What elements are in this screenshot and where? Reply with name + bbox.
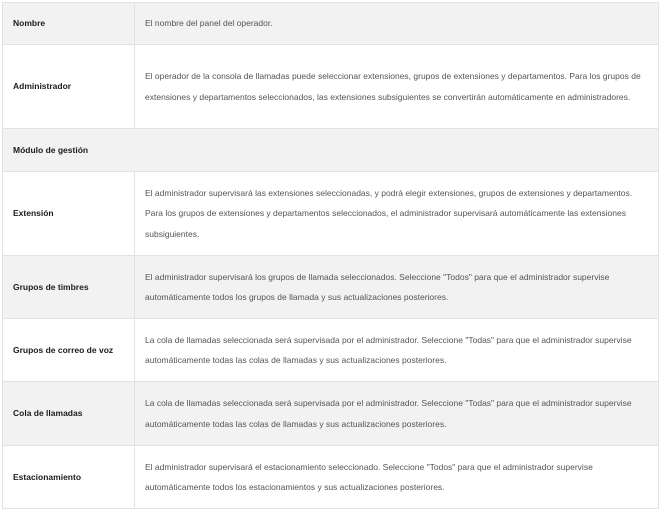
- field-label: Estacionamiento: [3, 446, 135, 509]
- field-description: El administrador supervisará las extensiones seleccionadas, y podrá elegir extensiones, grupos de extensiones y departamentos. Para los grupos de extensiones y departamentos seleccionados, el administrador supervisará automáticamente las extensiones subsiguientes.: [135, 172, 659, 256]
- table-row-nombre: [3, 3, 659, 45]
- field-description: El administrador supervisará el estacionamiento seleccionado. Seleccione "Todos" para que el administrador supervise automáticamente todos los estacionamientos y sus actualizaciones posteriores.: [135, 446, 659, 509]
- settings-table-container: [2, 2, 659, 509]
- field-description: El operador de la consola de llamadas puede seleccionar extensiones, grupos de extensiones y departamentos. Para los grupos de extensiones y departamentos seleccionados, las extensiones subsiguientes se convertirán automáticamente en administradores.: [135, 45, 659, 129]
- table-row-grupos-de-correo-de-voz: [3, 319, 659, 382]
- section-header-modulo-de-gestion: [3, 129, 659, 172]
- field-label: Administrador: [3, 45, 135, 129]
- table-row-extension: [3, 172, 659, 256]
- field-description: La cola de llamadas seleccionada será supervisada por el administrador. Seleccione "Todas" para que el administrador supervise automáticamente todas las colas de llamadas y sus actualizaciones posteriores.: [135, 319, 659, 382]
- field-label: Nombre: [3, 3, 135, 45]
- field-description: El administrador supervisará los grupos de llamada seleccionados. Seleccione "Todos" para que el administrador supervise automáticamente todos los grupos de llamada y sus actualizaciones posteriores.: [135, 256, 659, 319]
- section-title: Módulo de gestión: [3, 129, 659, 172]
- table-row-cola-de-llamadas: [3, 382, 659, 446]
- field-label: Extensión: [3, 172, 135, 256]
- table-row-grupos-de-timbres: [3, 256, 659, 319]
- field-label: Grupos de correo de voz: [3, 319, 135, 382]
- table-row-estacionamiento: [3, 446, 659, 509]
- field-label: Cola de llamadas: [3, 382, 135, 446]
- field-description: El nombre del panel del operador.: [135, 3, 659, 45]
- field-label: Grupos de timbres: [3, 256, 135, 319]
- field-description: La cola de llamadas seleccionada será supervisada por el administrador. Seleccione "Todas" para que el administrador supervise automáticamente todas las colas de llamadas y sus actualizaciones posteriores.: [135, 382, 659, 446]
- settings-description-table: [2, 2, 659, 509]
- table-row-administrador: [3, 45, 659, 129]
